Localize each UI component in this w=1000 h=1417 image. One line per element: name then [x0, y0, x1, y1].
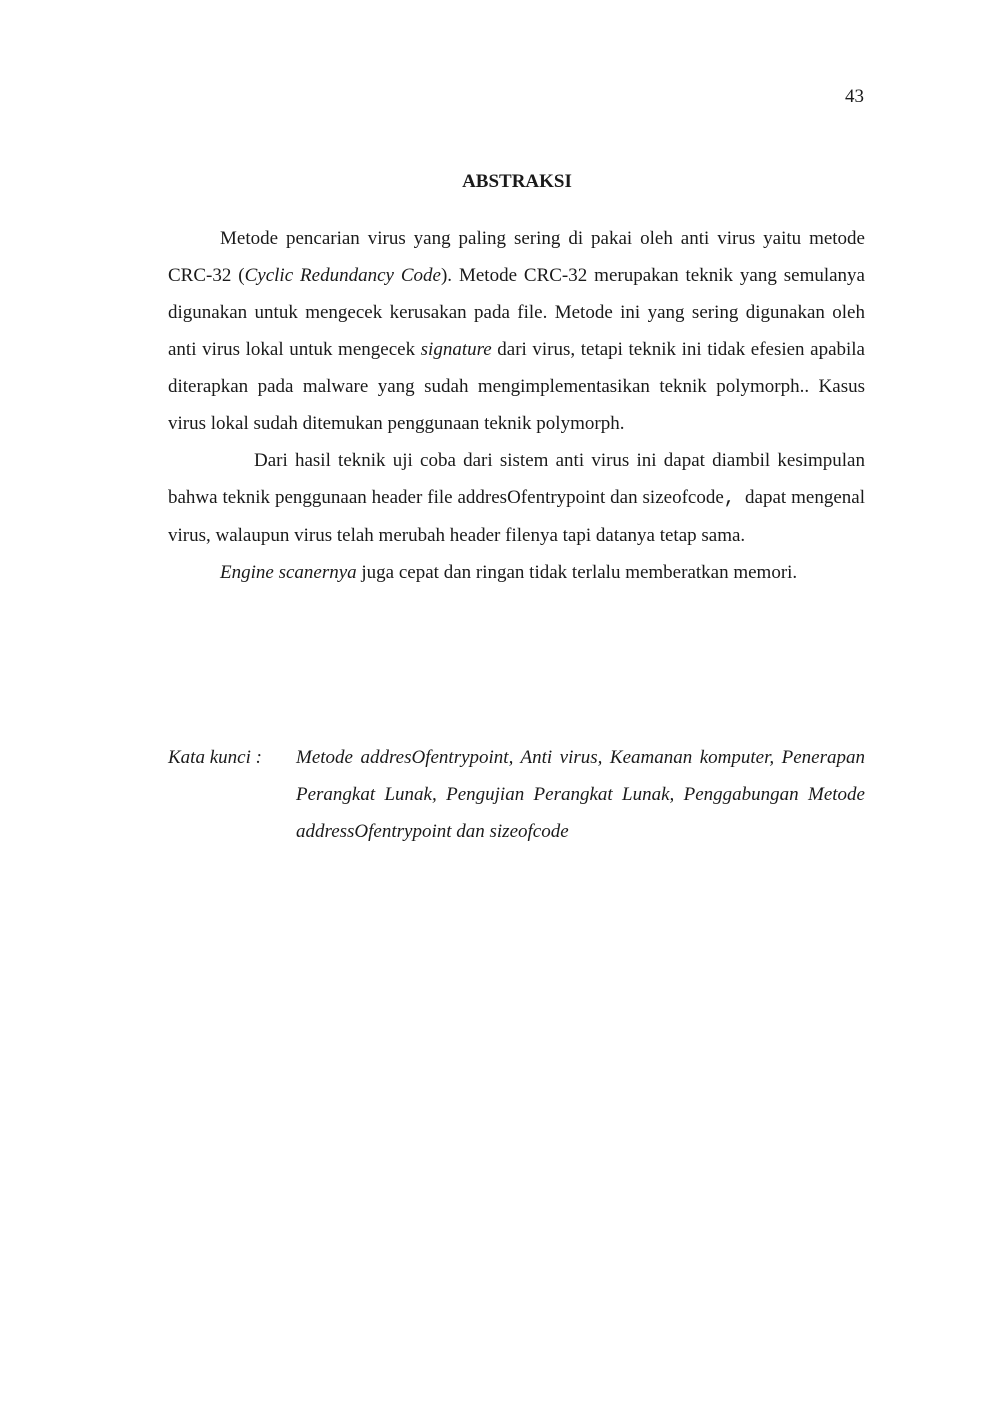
page-number: 43 — [845, 86, 864, 107]
paragraph-3-italic-term: Engine scanernya — [220, 562, 357, 583]
abstract-body — [168, 220, 870, 591]
paragraph-3 — [168, 554, 865, 591]
paragraph-1-text-c: dari virus, tetapi teknik ini tidak efesien apabila diterapkan pada malware yang sudah mengimplementasikan teknik polymorph.. Kasus virus lokal sudah ditemukan penggunaan teknik polymorph. — [168, 339, 865, 434]
paragraph-2-text-a: Dari hasil teknik uji coba dari sistem anti virus ini dapat diambil kesimpulan bahwa teknik penggunaan header file addresOfentrypoint dan sizeofcode — [168, 450, 865, 508]
paragraph-1 — [168, 220, 865, 442]
keywords-label: Kata kunci : — [168, 747, 262, 768]
page-title: ABSTRAKSI — [462, 171, 572, 192]
paragraph-1-italic-signature: signature — [420, 339, 492, 360]
paragraph-2-text-b: dapat mengenal virus, walaupun virus telah merubah header filenya tapi datanya tetap sama. — [168, 487, 870, 546]
keywords-block — [168, 739, 865, 850]
paragraph-3-text: juga cepat dan ringan tidak terlalu memberatkan memori. — [356, 562, 798, 583]
paragraph-2 — [168, 442, 870, 554]
paragraph-1-text-a: Metode pencarian virus yang paling sering di pakai oleh anti virus yaitu metode CRC-32 ( — [168, 228, 865, 286]
paragraph-1-text-b: ). Metode CRC-32 merupakan teknik yang semulanya digunakan untuk mengecek kerusakan pada file. Metode ini yang sering digunakan oleh anti virus lokal untuk mengecek — [168, 265, 865, 360]
paragraph-2-comma: , — [723, 487, 736, 509]
paragraph-1-italic-term: Cyclic Redundancy Code — [244, 265, 441, 286]
keywords-text: Metode addresOfentrypoint, Anti virus, Keamanan komputer, Penerapan Perangkat Lunak, Pengujian Perangkat Lunak, Penggabungan Metode addressOfentrypoint dan sizeofcode — [296, 747, 865, 842]
